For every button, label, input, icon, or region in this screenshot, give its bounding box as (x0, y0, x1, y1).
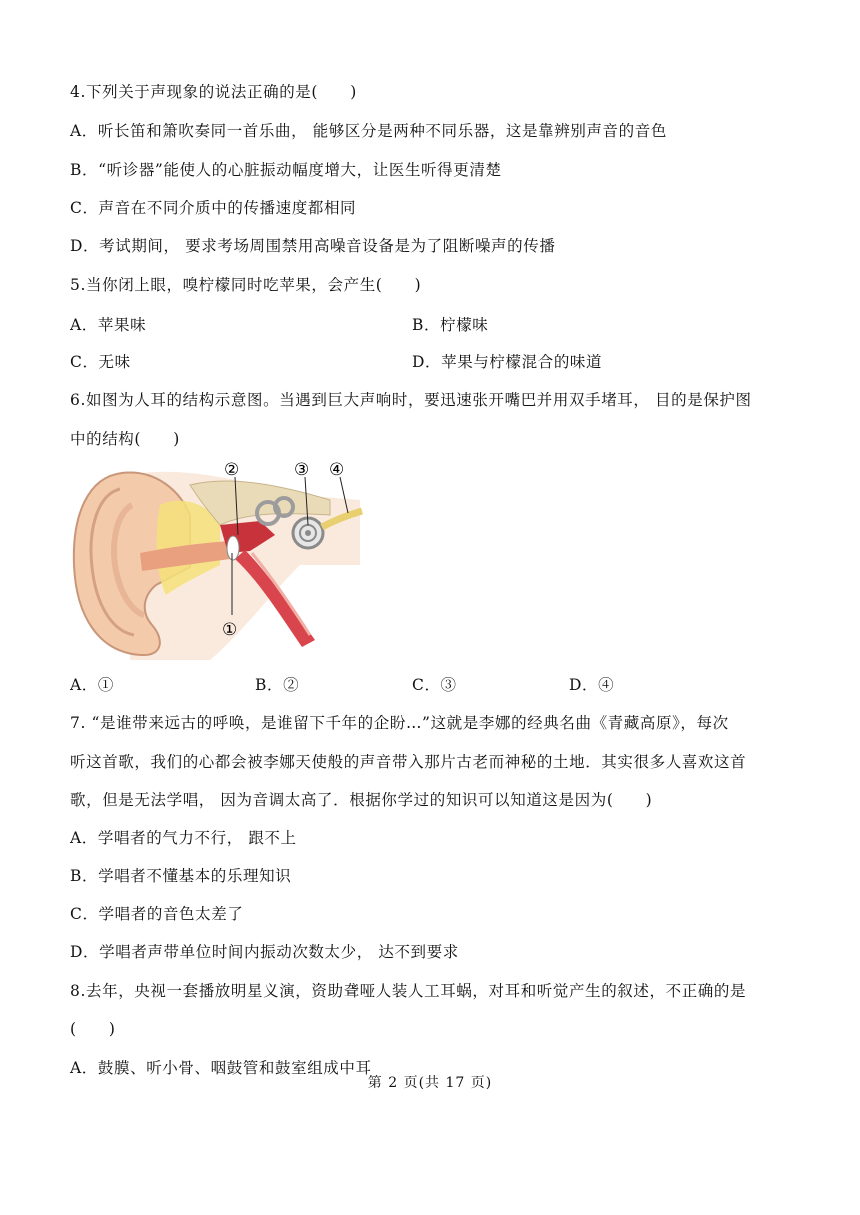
q7-stem-line-1: 7. “是谁带来远古的呼唤，是谁留下千年的企盼…”这就是李娜的经典名曲《青藏高原》，每次 (70, 714, 729, 732)
q4-option-b: B．“听诊器”能使人的心脏振动幅度增大，让医生听得更清楚 (70, 161, 502, 179)
q7-stem-line-3: 歌，但是无法学唱， 因为音调太高了．根据你学过的知识可以知道这是因为( ) (70, 791, 653, 809)
q7-option-a: A．学唱者的气力不行， 跟不上 (70, 829, 297, 847)
ear-structure-figure (70, 455, 370, 660)
q7-option-b: B．学唱者不懂基本的乐理知识 (70, 867, 292, 885)
q5-option-c: C．无味 (70, 353, 131, 371)
q8-stem-line-1: 8.去年，央视一套播放明星义演，资助聋哑人装人工耳蜗，对耳和听觉产生的叙述，不正确的是 (70, 982, 747, 1000)
ear-diagram (70, 455, 370, 660)
q6-option-b: B．② (255, 676, 300, 694)
page-footer: 第 2 页(共 17 页) (367, 1075, 493, 1091)
q8-option-a: A．鼓膜、听小骨、咽鼓管和鼓室组成中耳 (70, 1059, 372, 1077)
q7-option-d: D．学唱者声带单位时间内振动次数太少， 达不到要求 (70, 943, 459, 961)
ear-label-3: ③ (294, 460, 310, 480)
q7-stem-line-2: 听这首歌，我们的心都会被李娜天使般的声音带入那片古老而神秘的土地．其实很多人喜欢这首 (70, 753, 747, 771)
q4-stem: 4.下列关于声现象的说法正确的是( ) (70, 83, 357, 101)
q4-option-a: A．听长笛和箫吹奏同一首乐曲， 能够区分是两种不同乐器，这是靠辨别声音的音色 (70, 122, 667, 140)
q6-option-c: C．③ (412, 676, 457, 694)
q6-option-a: A．① (70, 676, 114, 694)
q4-option-d: D．考试期间， 要求考场周围禁用高噪音设备是为了阻断噪声的传播 (70, 237, 556, 255)
ear-label-1: ① (222, 620, 238, 640)
q5-option-d: D．苹果与柠檬混合的味道 (412, 353, 603, 371)
q4-option-c: C．声音在不同介质中的传播速度都相同 (70, 199, 357, 217)
q7-option-c: C．学唱者的音色太差了 (70, 905, 244, 923)
q6-stem-line-1: 6.如图为人耳的结构示意图。当遇到巨大声响时，要迅速张开嘴巴并用双手堵耳， 目的是保护图 (70, 391, 752, 409)
q6-option-d: D．④ (569, 676, 615, 694)
ear-label-2: ② (224, 460, 240, 480)
q8-stem-line-2: ( ) (70, 1020, 116, 1038)
q6-stem-line-2: 中的结构( ) (70, 430, 180, 448)
ear-label-4: ④ (329, 460, 345, 480)
q5-option-a: A．苹果味 (70, 316, 147, 334)
q5-option-b: B．柠檬味 (412, 316, 489, 334)
q5-stem: 5.当你闭上眼，嗅柠檬同时吃苹果，会产生( ) (70, 276, 422, 294)
